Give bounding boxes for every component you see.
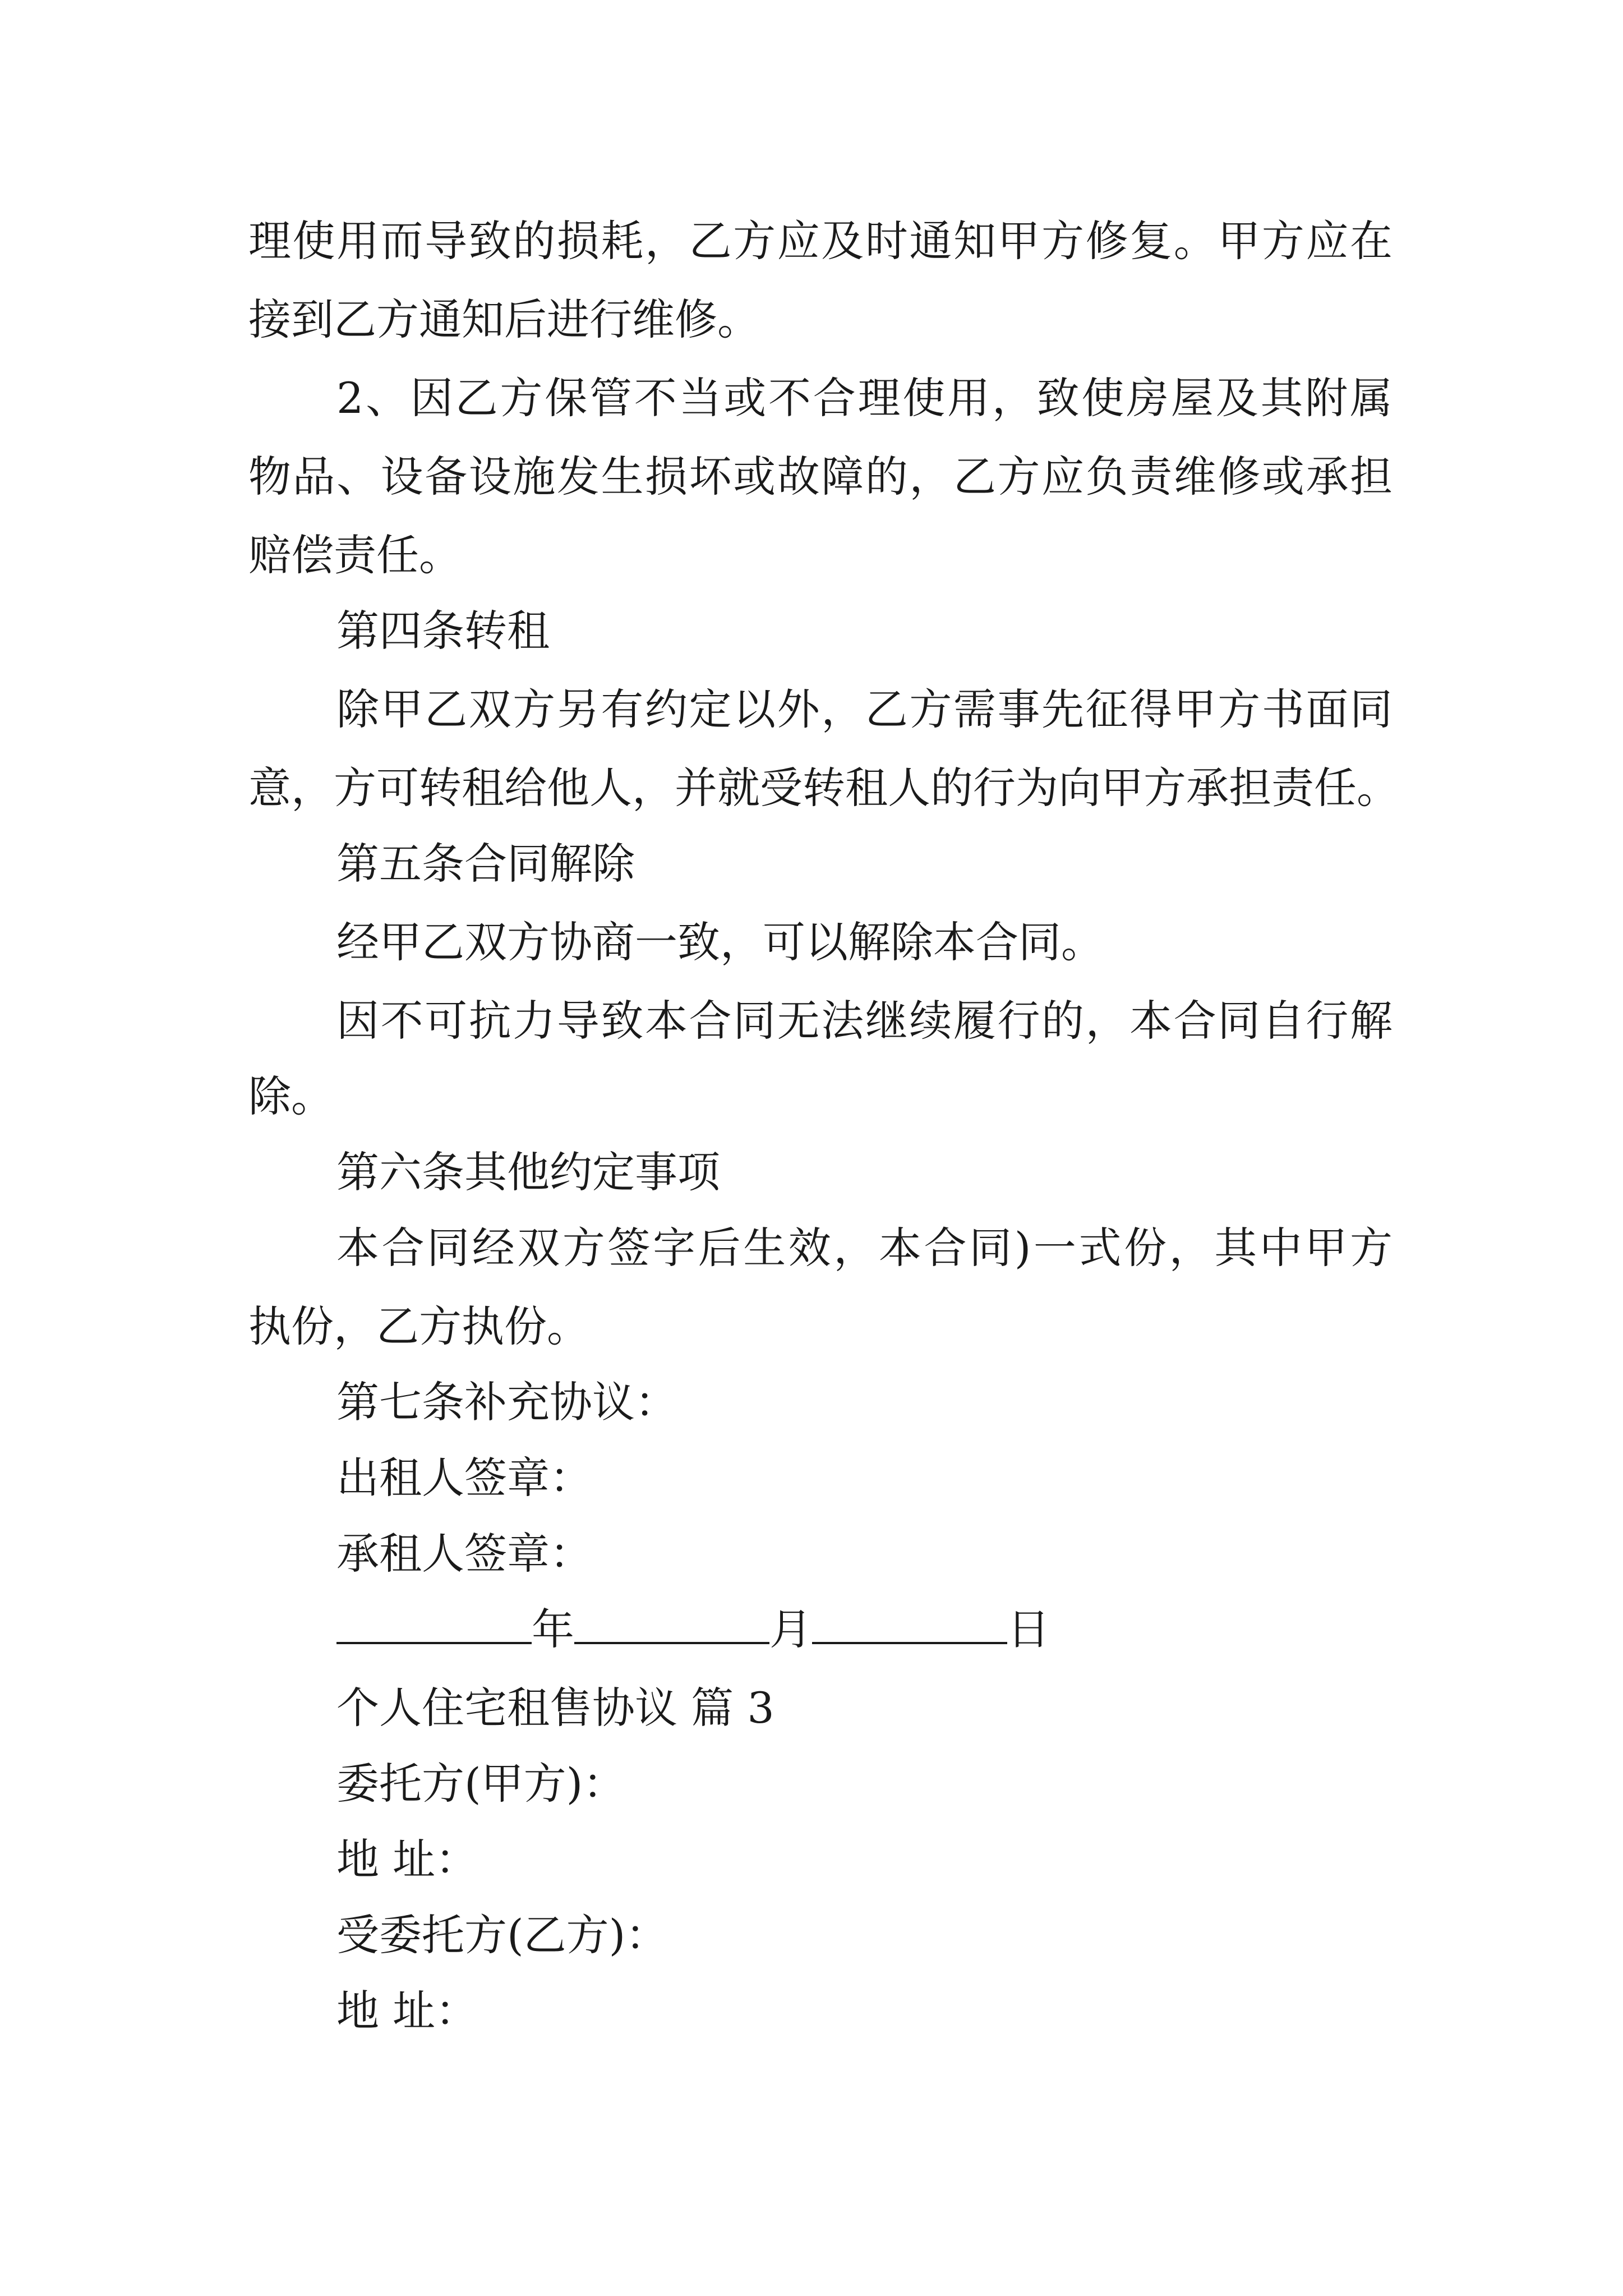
section-heading: 第四条转租 [336, 606, 550, 656]
paragraph-line: 意，方可转租给他人，并就受转租人的行为向甲方承担责任。 [248, 763, 1399, 813]
signature-label: 承租人签章： [336, 1529, 592, 1579]
paragraph-line: 接到乙方通知后进行维修。 [248, 295, 760, 344]
year-label: 年 [532, 1604, 574, 1654]
party-field: 受委托方(乙方)： [336, 1910, 668, 1960]
paragraph-line: 本合同经双方签字后生效，本合同)一式份，其中甲方 [336, 1223, 1393, 1273]
address-field: 地 址： [336, 1834, 478, 1884]
day-label: 日 [1007, 1604, 1050, 1654]
section-heading: 第七条补充协议： [336, 1377, 677, 1427]
paragraph-line: 执份，乙方执份。 [248, 1301, 589, 1351]
paragraph-line: 赔偿责任。 [248, 530, 462, 580]
paragraph-line: 物品、设备设施发生损坏或故障的，乙方应负责维修或承担 [248, 452, 1393, 501]
paragraph-line: 除。 [248, 1071, 334, 1121]
paragraph-line: 因不可抗力导致本合同无法继续履行的，本合同自行解 [336, 996, 1393, 1046]
signature-label: 出租人签章： [336, 1453, 592, 1503]
month-label: 月 [769, 1604, 812, 1654]
party-field: 委托方(甲方)： [336, 1759, 626, 1809]
document-title: 个人住宅租售协议 篇 3 [336, 1683, 774, 1733]
paragraph-line: 2、因乙方保管不当或不合理使用，致使房屋及其附属 [336, 373, 1393, 423]
date-row [336, 1596, 1393, 1663]
section-heading: 第六条其他约定事项 [336, 1147, 720, 1197]
year-blank [336, 1603, 532, 1644]
month-blank [574, 1603, 769, 1644]
address-field: 地 址： [336, 1986, 478, 2036]
paragraph-line: 理使用而导致的损耗，乙方应及时通知甲方修复。甲方应在 [248, 216, 1393, 266]
paragraph-line: 除甲乙双方另有约定以外，乙方需事先征得甲方书面同 [336, 684, 1393, 734]
paragraph-line: 经甲乙双方协商一致，可以解除本合同。 [336, 917, 1104, 967]
section-heading: 第五条合同解除 [336, 839, 635, 889]
day-blank [812, 1603, 1007, 1644]
